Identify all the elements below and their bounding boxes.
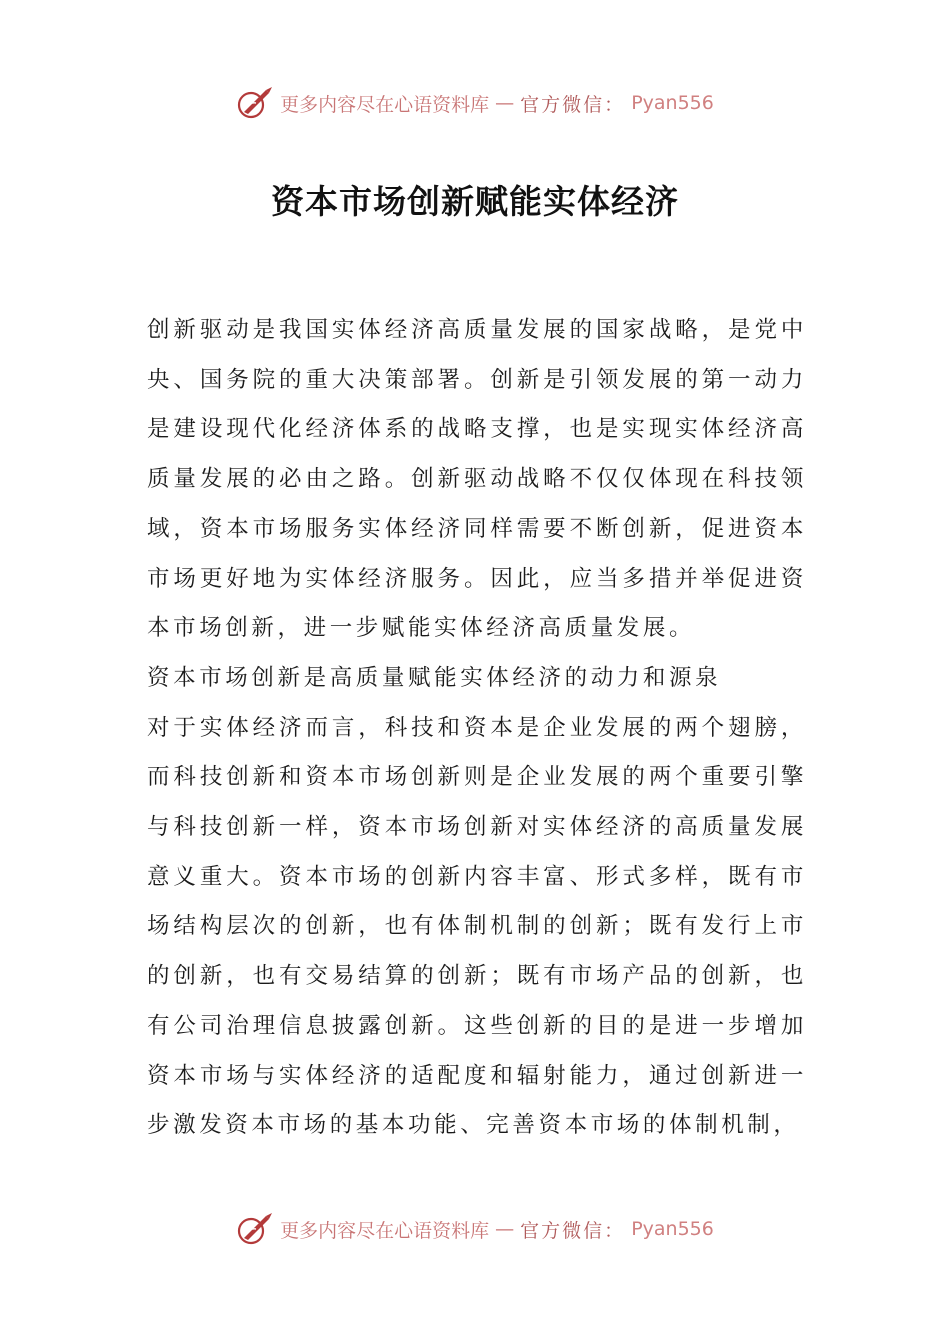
quill-pen-logo-icon bbox=[236, 86, 274, 120]
header-watermark-banner bbox=[0, 86, 950, 120]
banner-wechat-id: Pyan556 bbox=[631, 92, 714, 114]
footer-watermark-banner bbox=[0, 1212, 950, 1246]
document-body bbox=[147, 306, 807, 1151]
quill-pen-logo-icon bbox=[236, 1212, 274, 1246]
document-title: 资本市场创新赋能实体经济 bbox=[271, 182, 679, 221]
banner-text: 更多内容尽在心语资料库 bbox=[280, 93, 490, 116]
banner-wechat-id: Pyan556 bbox=[631, 1218, 714, 1240]
banner-wechat-label: 官方微信： bbox=[520, 1219, 626, 1242]
body-paragraph: 创新驱动是我国实体经济高质量发展的国家战略，是党中央、国务院的重大决策部署。创新是引领发展的第一动力是建设现代化经济体系的战略支撑，也是实现实体经济高质量发展的必由之路。创新驱动战略不仅仅体现在科技领域，资本市场服务实体经济同样需要不断创新，促进资本市场更好地为实体经济服务。因此，应当多措并举促进资本市场创新，进一步赋能实体经济高质量发展。 bbox=[147, 317, 807, 642]
body-paragraph: 对于实体经济而言，科技和资本是企业发展的两个翅膀，而科技创新和资本市场创新则是企业发展的两个重要引擎与科技创新一样，资本市场创新对实体经济的高质量发展意义重大。资本市场的创新内容丰富、形式多样，既有市场结构层次的创新，也有体制机制的创新；既有发行上市的创新，也有交易结算的创新；既有市场产品的创新，也有公司治理信息披露创新。这些创新的目的是进一步增加资本市场与实体经济的适配度和辐射能力，通过创新进一步激发资本市场的基本功能、完善资本市场的体制机制， bbox=[147, 714, 807, 1139]
banner-separator: — bbox=[495, 1218, 515, 1240]
banner-separator: — bbox=[495, 92, 515, 114]
banner-wechat-label: 官方微信： bbox=[520, 93, 626, 116]
banner-text: 更多内容尽在心语资料库 bbox=[280, 1219, 490, 1242]
section-heading: 资本市场创新是高质量赋能实体经济的动力和源泉 bbox=[147, 664, 722, 691]
